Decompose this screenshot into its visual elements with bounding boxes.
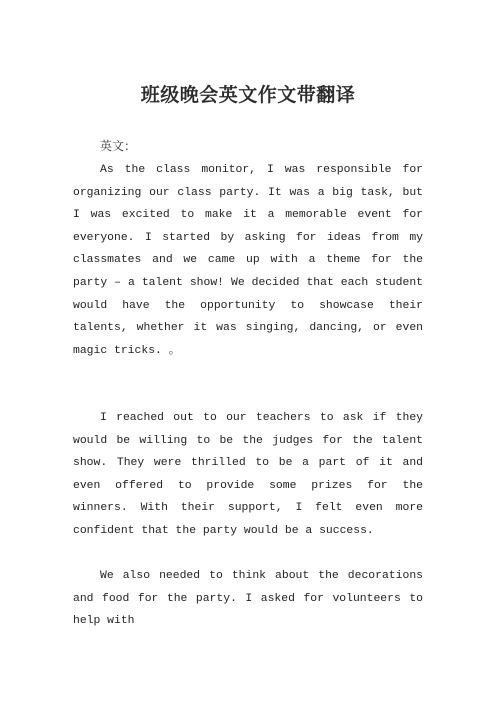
paragraph-2: I reached out to our teachers to ask if they would be willing to be the judges for the talent show. They were thrilled to be a part of it and even offered to provide some prizes for the winners. With their support, I felt even more confident that the party would be a success. xyxy=(73,412,423,537)
section-label-english: 英文： xyxy=(100,139,137,153)
paragraph-1: As the class monitor, I was responsible for organizing our class party. It was a big task, but I was excited to make it a memorable event for everyone. I started by asking for ideas from my classmates and we came up with a theme for the party – a talent show! We decided that each student would have the opportunity to showcase their talents, whether it was singing, dancing, or even magic tricks. 。 xyxy=(73,164,423,357)
document-title: 班级晚会英文作文带翻译 xyxy=(140,84,356,106)
paragraph-3: We also needed to think about the decorations and food for the party. I asked for volunteers to help with xyxy=(73,570,423,628)
